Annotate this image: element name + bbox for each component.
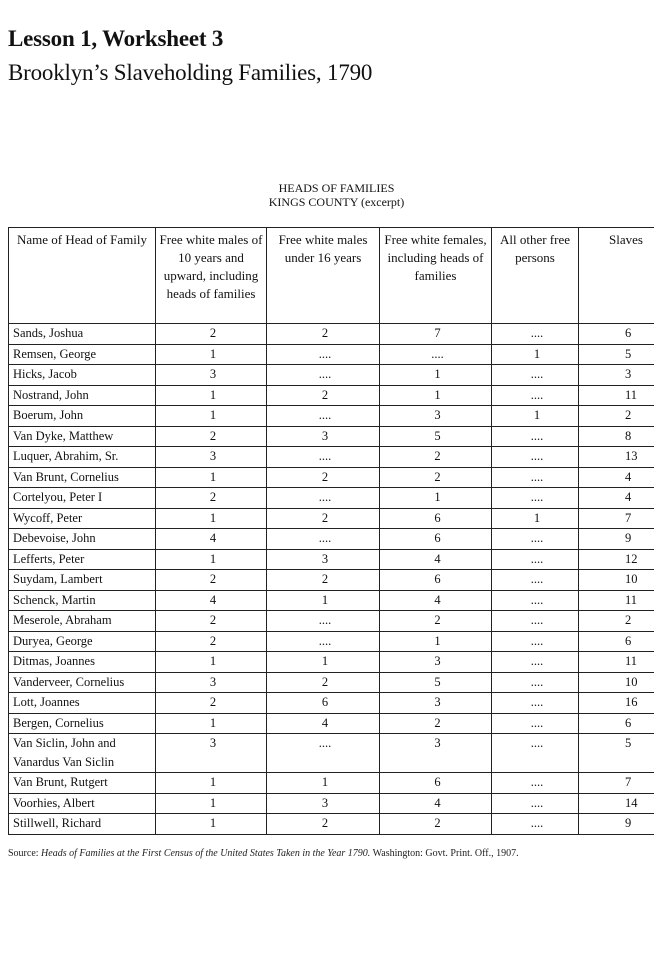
table-cell: 4	[380, 549, 492, 570]
table-cell: 6	[380, 529, 492, 550]
head-of-family-name: Meserole, Abraham	[9, 611, 156, 632]
table-cell: 1	[267, 590, 380, 611]
table-cell: 2	[156, 570, 267, 591]
table-cell: 2	[380, 611, 492, 632]
head-of-family-name: Stillwell, Richard	[9, 814, 156, 835]
table-cell: ....	[492, 385, 579, 406]
table-cell: 11	[579, 590, 654, 611]
table-cell: 2	[156, 324, 267, 345]
table-cell: 11	[579, 385, 654, 406]
table-cell: 3	[156, 734, 267, 773]
head-of-family-name: Van Brunt, Rutgert	[9, 773, 156, 794]
table-cell: 4	[579, 467, 654, 488]
table-cell: 2	[380, 467, 492, 488]
table-cell: 1	[156, 549, 267, 570]
table-cell: 4	[380, 590, 492, 611]
table-cell: ....	[492, 365, 579, 386]
table-cell: 1	[492, 344, 579, 365]
table-cell: ....	[267, 365, 380, 386]
table-cell: 3	[380, 652, 492, 673]
column-header: Free white males under 16 years	[267, 228, 380, 324]
table-cell: 5	[579, 734, 654, 773]
column-header: Slaves	[579, 228, 654, 324]
table-cell: 6	[380, 570, 492, 591]
table-row	[9, 631, 654, 652]
table-row	[9, 672, 654, 693]
table-row	[9, 406, 654, 427]
head-of-family-name: Vanderveer, Cornelius	[9, 672, 156, 693]
table-cell: 2	[156, 693, 267, 714]
source-title: Heads of Families at the First Census of the United States Taken in the Year 1790.	[41, 848, 371, 859]
table-row	[9, 570, 654, 591]
table-cell: ....	[492, 652, 579, 673]
head-of-family-name: Luquer, Abrahim, Sr.	[9, 447, 156, 468]
table-cell: 7	[579, 773, 654, 794]
table-cell: ....	[492, 773, 579, 794]
table-cell: 6	[579, 324, 654, 345]
column-header: Name of Head of Family	[9, 228, 156, 324]
table-cell: 2	[267, 508, 380, 529]
table-cell: ....	[492, 713, 579, 734]
column-header: Free white males of 10 years and upward, including heads of families	[156, 228, 267, 324]
table-cell: 1	[156, 773, 267, 794]
table-row	[9, 467, 654, 488]
source-citation	[8, 848, 519, 859]
table-cell: 10	[579, 672, 654, 693]
table-cell: 6	[579, 631, 654, 652]
head-of-family-name: Hicks, Jacob	[9, 365, 156, 386]
table-row	[9, 713, 654, 734]
table-cell: 1	[156, 406, 267, 427]
table-row	[9, 814, 654, 835]
table-cell: ....	[492, 426, 579, 447]
table-cell: 5	[579, 344, 654, 365]
table-cell: 2	[267, 467, 380, 488]
table-cell: ....	[492, 672, 579, 693]
source-label: Source:	[8, 848, 39, 859]
table-row	[9, 447, 654, 468]
table-cell: 2	[156, 611, 267, 632]
table-cell: 9	[579, 814, 654, 835]
table-cell: 1	[267, 773, 380, 794]
table-cell: 6	[579, 713, 654, 734]
table-cell: 2	[267, 570, 380, 591]
table-cell: 2	[267, 814, 380, 835]
head-of-family-name: Lefferts, Peter	[9, 549, 156, 570]
head-of-family-name: Nostrand, John	[9, 385, 156, 406]
table-cell: 3	[156, 672, 267, 693]
table-cell: 1	[156, 344, 267, 365]
table-cell: 1	[380, 365, 492, 386]
table-cell: ....	[492, 590, 579, 611]
table-cell: 3	[380, 406, 492, 427]
table-cell: ....	[267, 406, 380, 427]
table-cell: 10	[579, 570, 654, 591]
table-cell: 2	[380, 814, 492, 835]
table-cell: 4	[267, 713, 380, 734]
table-cell: ....	[267, 529, 380, 550]
table-cell: 4	[579, 488, 654, 509]
table-cell: 2	[156, 488, 267, 509]
table-cell: 13	[579, 447, 654, 468]
head-of-family-name: Schenck, Martin	[9, 590, 156, 611]
table-row	[9, 590, 654, 611]
table-cell: 6	[380, 508, 492, 529]
table-cell: 4	[380, 793, 492, 814]
table-row	[9, 773, 654, 794]
table-cell: ....	[492, 611, 579, 632]
table-cell: 4	[156, 529, 267, 550]
table-cell: ....	[492, 793, 579, 814]
table-cell: 11	[579, 652, 654, 673]
table-cell: 3	[267, 549, 380, 570]
table-cell: 3	[156, 365, 267, 386]
table-cell: ....	[267, 734, 380, 773]
table-cell: 2	[267, 672, 380, 693]
table-cell: 1	[492, 406, 579, 427]
table-cell: 12	[579, 549, 654, 570]
table-cell: ....	[267, 447, 380, 468]
table-cell: ....	[267, 344, 380, 365]
table-cell: ....	[492, 324, 579, 345]
table-cell: 6	[380, 773, 492, 794]
column-header: Free white females, including heads of families	[380, 228, 492, 324]
table-cell: 7	[579, 508, 654, 529]
table-row	[9, 529, 654, 550]
census-table	[8, 227, 654, 835]
table-row	[9, 652, 654, 673]
table-row	[9, 734, 654, 773]
table-cell: ....	[492, 734, 579, 773]
table-cell: ....	[492, 549, 579, 570]
table-row	[9, 693, 654, 714]
table-cell: 2	[267, 385, 380, 406]
table-cell: 1	[380, 385, 492, 406]
table-cell: 14	[579, 793, 654, 814]
table-cell: 1	[380, 488, 492, 509]
table-cell: 1	[156, 814, 267, 835]
table-cell: ....	[492, 529, 579, 550]
table-cell: 3	[156, 447, 267, 468]
table-body	[9, 324, 654, 835]
head-of-family-name: Sands, Joshua	[9, 324, 156, 345]
table-heading-line2: KINGS COUNTY (excerpt)	[268, 195, 405, 209]
table-row	[9, 324, 654, 345]
table-cell: 5	[380, 672, 492, 693]
table-cell: 8	[579, 426, 654, 447]
head-of-family-name: Boerum, John	[9, 406, 156, 427]
head-of-family-name: Wycoff, Peter	[9, 508, 156, 529]
table-cell: 1	[156, 467, 267, 488]
table-cell: 2	[579, 611, 654, 632]
table-cell: ....	[267, 488, 380, 509]
table-cell: ....	[492, 467, 579, 488]
table-cell: 1	[156, 713, 267, 734]
table-cell: 1	[156, 793, 267, 814]
table-cell: 2	[156, 426, 267, 447]
worksheet-subtitle: Brooklyn’s Slaveholding Families, 1790	[8, 60, 373, 85]
table-cell: 9	[579, 529, 654, 550]
table-cell: ....	[492, 631, 579, 652]
head-of-family-name: Duryea, George	[9, 631, 156, 652]
table-row	[9, 488, 654, 509]
head-of-family-name: Remsen, George	[9, 344, 156, 365]
source-publisher: Washington: Govt. Print. Off., 1907.	[372, 848, 519, 859]
head-of-family-name: Lott, Joannes	[9, 693, 156, 714]
table-cell: 2	[156, 631, 267, 652]
table-heading-line1: HEADS OF FAMILIES	[278, 181, 395, 195]
head-of-family-name: Cortelyou, Peter I	[9, 488, 156, 509]
table-row	[9, 793, 654, 814]
table-row	[9, 508, 654, 529]
table-row	[9, 549, 654, 570]
column-header: All other free persons	[492, 228, 579, 324]
table-cell: 16	[579, 693, 654, 714]
table-row	[9, 611, 654, 632]
head-of-family-name: Voorhies, Albert	[9, 793, 156, 814]
table-cell: 3	[380, 734, 492, 773]
table-cell: 7	[380, 324, 492, 345]
table-cell: ....	[492, 447, 579, 468]
table-cell: 2	[579, 406, 654, 427]
table-cell: ....	[380, 344, 492, 365]
table-cell: ....	[267, 631, 380, 652]
table-cell: 1	[267, 652, 380, 673]
table-cell: ....	[492, 693, 579, 714]
table-cell: 2	[380, 447, 492, 468]
table-header-row	[9, 228, 654, 324]
table-cell: 2	[380, 713, 492, 734]
table-row	[9, 426, 654, 447]
head-of-family-name: Bergen, Cornelius	[9, 713, 156, 734]
head-of-family-name: Ditmas, Joannes	[9, 652, 156, 673]
table-cell: 3	[579, 365, 654, 386]
table-row	[9, 365, 654, 386]
head-of-family-name: Van Siclin, John and Vanardus Van Siclin	[9, 734, 156, 773]
table-cell: 5	[380, 426, 492, 447]
table-cell: ....	[492, 814, 579, 835]
table-cell: 3	[267, 793, 380, 814]
table-cell: 1	[156, 652, 267, 673]
table-row	[9, 385, 654, 406]
table-cell: 1	[156, 385, 267, 406]
table-cell: 6	[267, 693, 380, 714]
table-cell: 1	[380, 631, 492, 652]
table-cell: 2	[267, 324, 380, 345]
table-row	[9, 344, 654, 365]
head-of-family-name: Van Brunt, Cornelius	[9, 467, 156, 488]
lesson-title: Lesson 1, Worksheet 3	[8, 26, 224, 51]
head-of-family-name: Debevoise, John	[9, 529, 156, 550]
table-cell: ....	[492, 488, 579, 509]
table-cell: 1	[492, 508, 579, 529]
head-of-family-name: Suydam, Lambert	[9, 570, 156, 591]
table-cell: ....	[267, 611, 380, 632]
table-cell: 4	[156, 590, 267, 611]
table-cell: 1	[156, 508, 267, 529]
table-cell: 3	[380, 693, 492, 714]
table-cell: ....	[492, 570, 579, 591]
head-of-family-name: Van Dyke, Matthew	[9, 426, 156, 447]
table-cell: 3	[267, 426, 380, 447]
